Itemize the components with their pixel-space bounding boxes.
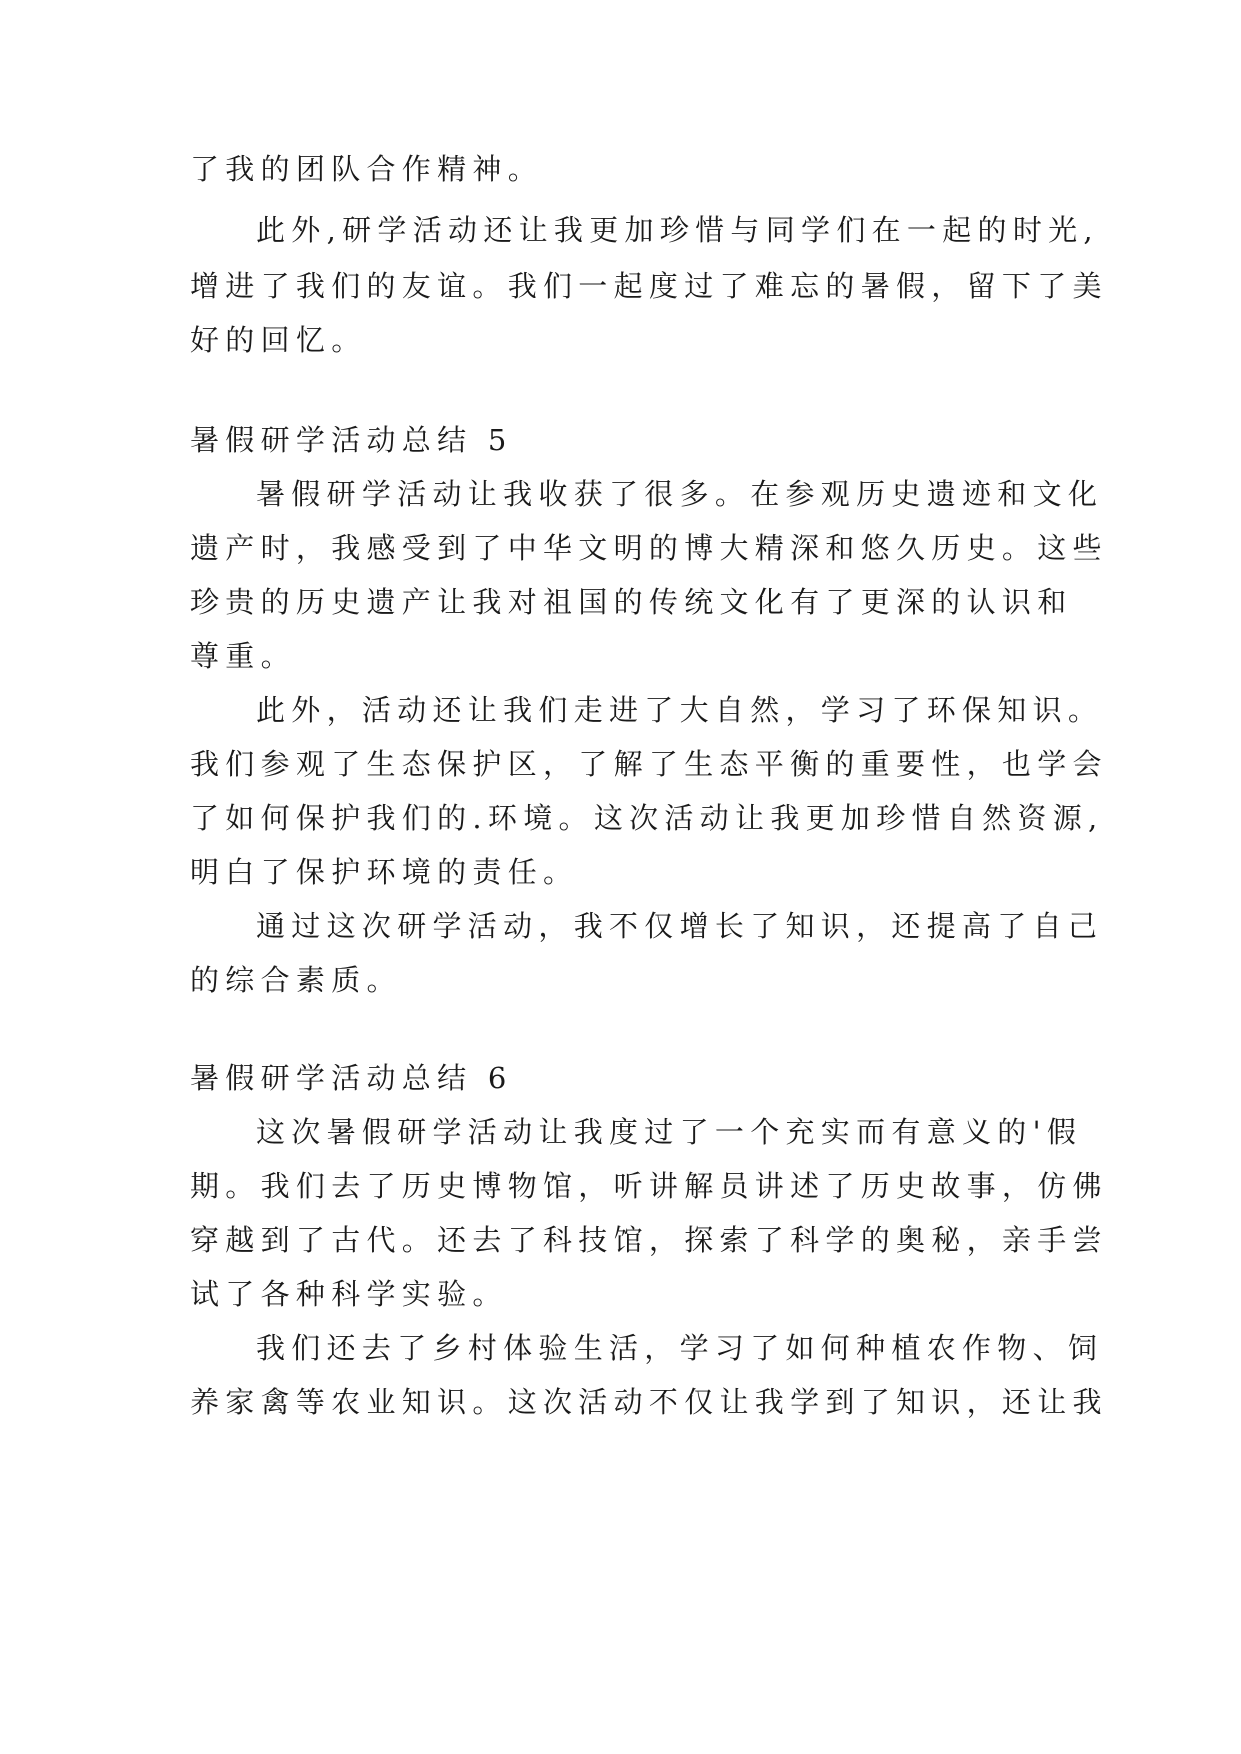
paragraph-line: 明白了保护环境的责任。: [190, 855, 579, 889]
section-heading: 暑假研学活动总结 6: [190, 1061, 513, 1095]
paragraph-line: 暑假研学活动让我收获了很多。在参观历史遗迹和文化: [256, 477, 1104, 511]
paragraph-line: 了如何保护我们的.环境。这次活动让我更加珍惜自然资源,: [190, 801, 1104, 835]
paragraph-line: 试了各种科学实验。: [190, 1277, 508, 1311]
paragraph-line: 珍贵的历史遗产让我对祖国的传统文化有了更深的认识和: [190, 585, 1073, 619]
paragraph-line: 穿越到了古代。还去了科技馆，探索了科学的奥秘，亲手尝: [190, 1223, 1108, 1257]
paragraph-line: 我们参观了生态保护区，了解了生态平衡的重要性，也学会: [190, 747, 1108, 781]
paragraph-line: 通过这次研学活动，我不仅增长了知识，还提高了自己: [256, 909, 1104, 943]
paragraph-line: 尊重。: [190, 639, 296, 673]
paragraph-line: 这次暑假研学活动让我度过了一个充实而有意义的'假: [256, 1115, 1083, 1149]
paragraph-line: 遗产时，我感受到了中华文明的博大精深和悠久历史。这些: [190, 531, 1108, 565]
paragraph-line: 此外，活动还让我们走进了大自然，学习了环保知识。: [256, 693, 1104, 727]
paragraph-line: 期。我们去了历史博物馆，听讲解员讲述了历史故事，仿佛: [190, 1169, 1108, 1203]
paragraph-line: 的综合素质。: [190, 963, 402, 997]
paragraph-line: 好的回忆。: [190, 323, 367, 357]
paragraph-line: 了我的团队合作精神。: [190, 152, 544, 186]
paragraph-line: 此外,研学活动还让我更加珍惜与同学们在一起的时光,: [256, 213, 1099, 247]
paragraph-line: 增进了我们的友谊。我们一起度过了难忘的暑假，留下了美: [190, 269, 1108, 303]
paragraph-line: 养家禽等农业知识。这次活动不仅让我学到了知识，还让我: [190, 1385, 1108, 1419]
paragraph-line: 我们还去了乡村体验生活，学习了如何种植农作物、饲: [256, 1331, 1104, 1365]
section-heading: 暑假研学活动总结 5: [190, 423, 513, 457]
